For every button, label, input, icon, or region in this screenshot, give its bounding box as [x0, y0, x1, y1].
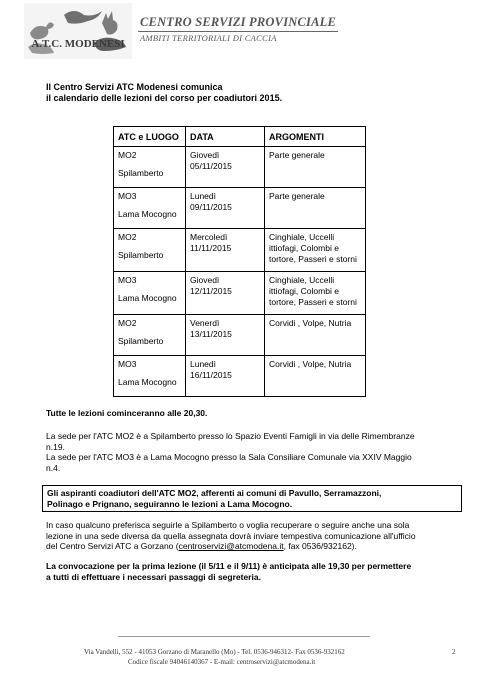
cell-atc-luogo [114, 147, 186, 188]
cell-argomenti [265, 188, 366, 229]
conv-line-2: a tutti di effettuare i necessari passaggi di segreteria. [46, 571, 261, 582]
cell-luogo: Spilamberto [118, 336, 164, 346]
cell-atc: MO2 [118, 232, 137, 242]
cell-argomenti [265, 147, 366, 188]
cell-atc: MO3 [118, 275, 137, 285]
schedule-table [113, 126, 366, 397]
cell-luogo: Lama Mocogno [118, 209, 177, 219]
cell-argomenti [265, 229, 366, 272]
sede-mo2-line-1: La sede per l'ATC MO2 è a Spilamberto presso lo Spazio Eventi Famigli in via delle Rimembranze [46, 431, 415, 441]
table-row [114, 272, 366, 315]
cell-data [186, 229, 265, 272]
boxed-line-1: Gli aspiranti coadiutori dell'ATC MO2, afferenti ai comuni di Pavullo, Serramazzoni, [47, 488, 382, 498]
intro-line-2: il calendario delle lezioni del corso per coadiutori 2015. [46, 93, 283, 103]
cell-data [186, 356, 265, 397]
cell-argomenti-line: ittiofagi, Colombi e [269, 286, 339, 296]
cell-argomenti [265, 315, 366, 356]
cell-atc: MO2 [118, 150, 137, 160]
note-line-3 [46, 541, 416, 552]
cell-date: 16/11/2015 [190, 370, 232, 380]
note-line-1: In caso qualcuno preferisca seguirle a Spilamberto o voglia recuperare o seguire anche una sola [46, 520, 410, 530]
cell-argomenti-line: tortore, Passeri e storni [269, 297, 357, 307]
cell-date: 12/11/2015 [190, 286, 232, 296]
intro-line-1: Il Centro Servizi ATC Modenesi comunica [46, 82, 223, 92]
cell-atc-luogo [114, 356, 186, 397]
cell-giorno: Mercoledì [190, 232, 228, 242]
sede-mo2-paragraph [46, 431, 415, 452]
atc-modenesi-logo [24, 3, 132, 59]
boxed-line-2: Polinago e Prignano, seguiranno le lezioni a Lama Mocogno. [47, 499, 293, 509]
header-title: CENTRO SERVIZI PROVINCIALE [140, 15, 336, 29]
cell-luogo: Lama Mocogno [118, 377, 177, 387]
cell-argomenti [265, 356, 366, 397]
cell-date: 13/11/2015 [190, 329, 232, 339]
sede-mo3-paragraph [46, 452, 412, 473]
cell-argomenti-line: tortore, Passeri e storni [269, 254, 357, 264]
highlighted-notice-box [42, 485, 462, 512]
highlighted-notice-text [47, 488, 457, 510]
cell-data [186, 272, 265, 315]
cell-luogo: Spilamberto [118, 168, 164, 178]
note-line-2: lezione in una sede diversa da quella assegnata dovrà inviare tempestiva comunicazione all'ufficio [46, 530, 416, 541]
table-row [114, 315, 366, 356]
table-row [114, 356, 366, 397]
cell-atc-luogo [114, 229, 186, 272]
cell-giorno: Lunedì [190, 359, 216, 369]
footer-divider [118, 636, 370, 637]
note-line-3-post: , fax 0536/932162). [283, 541, 357, 551]
cell-data [186, 188, 265, 229]
cell-atc: MO2 [118, 318, 137, 328]
cell-giorno: Venerdì [190, 318, 220, 328]
intro-text [46, 82, 282, 104]
email-link[interactable]: centroservizi@atcmodena.it [178, 541, 284, 551]
logo-text: A.T.C. MODENESI [31, 38, 125, 50]
page-number: 2 [452, 648, 456, 656]
footer-address: Via Vandelli, 552 - 41053 Gorzano di Maranello (Mo) - Tel. 0536-946312- Fax 0536-932162 [84, 648, 345, 656]
cell-luogo: Lama Mocogno [118, 293, 177, 303]
cell-data [186, 315, 265, 356]
change-request-paragraph [46, 520, 416, 552]
cell-date: 05/11/2015 [190, 161, 232, 171]
column-header-atc-luogo: ATC e LUOGO [114, 127, 186, 147]
note-line-3-pre: del Centro Servizi ATC a Gorzano ( [46, 541, 179, 551]
sede-mo2-line-2: n.19. [46, 441, 65, 452]
cell-argomenti [265, 272, 366, 315]
table-header-row [114, 127, 366, 147]
column-header-argomenti: ARGOMENTI [265, 127, 366, 147]
cell-argomenti-line: Corvidi , Volpe, Nutria [269, 318, 352, 328]
table-row [114, 147, 366, 188]
cell-luogo: Spilamberto [118, 250, 164, 260]
cell-giorno: Lunedì [190, 191, 216, 201]
table-row [114, 188, 366, 229]
cell-date: 11/11/2015 [190, 243, 232, 253]
cell-atc-luogo [114, 315, 186, 356]
header-subtitle: AMBITI TERRITORIALI DI CACCIA [140, 33, 277, 43]
cell-data [186, 147, 265, 188]
cell-argomenti-line: Parte generale [269, 191, 325, 201]
cell-argomenti-line: Cinghiale, Uccelli [269, 275, 335, 285]
header-divider [138, 31, 338, 32]
conv-line-1: La convocazione per la prima lezione (il 5/11 e il 9/11) è anticipata alle 19,30 per permettere [46, 561, 412, 571]
cell-atc-luogo [114, 272, 186, 315]
cell-date: 09/11/2015 [190, 202, 232, 212]
cell-argomenti-line: Parte generale [269, 150, 325, 160]
sede-mo3-line-2: n.4. [46, 462, 61, 473]
cell-atc: MO3 [118, 359, 137, 369]
table-row [114, 229, 366, 272]
footer-fiscal-email: Codice fiscale 94046140367 - E-mail: centroservizi@atcmodena.it [128, 658, 316, 666]
cell-argomenti-line: ittiofagi, Colombi e [269, 243, 339, 253]
convocation-paragraph [46, 561, 411, 582]
column-header-data: DATA [186, 127, 265, 147]
start-time-notice: Tutte le lezioni cominceranno alle 20,30. [46, 408, 208, 418]
cell-giorno: Giovedì [190, 150, 220, 160]
cell-argomenti-line: Cinghiale, Uccelli [269, 232, 335, 242]
cell-atc-luogo [114, 188, 186, 229]
cell-giorno: Giovedì [190, 275, 220, 285]
cell-argomenti-line: Corvidi , Volpe, Nutria [269, 359, 352, 369]
cell-atc: MO3 [118, 191, 137, 201]
sede-mo3-line-1: La sede per l'ATC MO3 è a Lama Mocogno presso la Sala Consiliare Comunale via XXIV Maggio [46, 452, 412, 462]
